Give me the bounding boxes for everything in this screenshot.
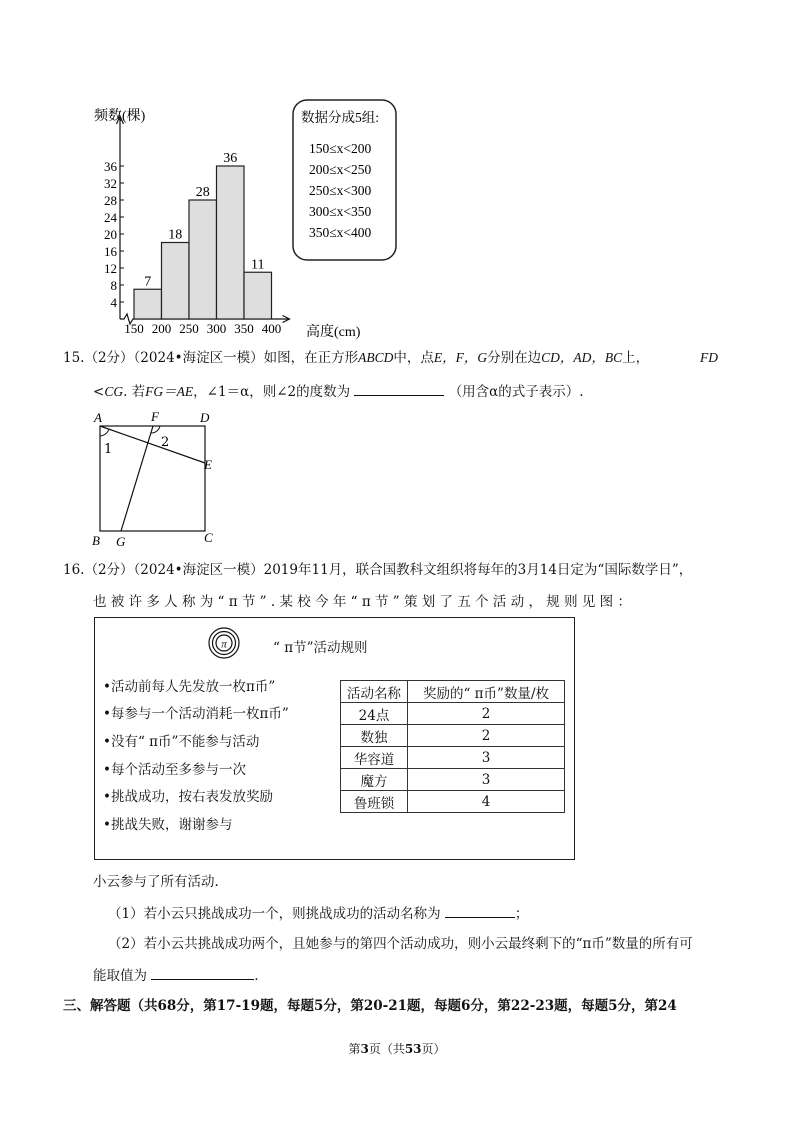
legend-item: 250≤x<300	[309, 183, 372, 198]
label-a: A	[94, 410, 102, 425]
histogram-bar	[162, 243, 190, 320]
table-row	[341, 703, 565, 725]
activity-reward: 2	[408, 725, 565, 747]
legend-items	[309, 141, 372, 240]
y-tick-label: 12	[104, 261, 117, 276]
y-tick-label: 8	[110, 278, 117, 293]
x-tick-label: 300	[206, 321, 227, 336]
q16-line1: 16.（2分）（2024•海淀区一模）2019年11月，联合国教科文组织将每年的3月14日定为“国际数学日”，	[63, 562, 693, 578]
y-tick-label: 36	[104, 159, 117, 174]
q16-part2: （2）若小云共挑战成功两个，且她参与的第四个活动成功，则小云最终剩下的“π币”数量的所有可	[108, 936, 693, 952]
x-axis-label: 高度(cm)	[306, 325, 361, 340]
y-tick-label: 4	[110, 295, 117, 310]
q15-line2: <CG. 若FG＝AE，∠1＝α，则∠2的度数为 （用含α的式子表示）.	[93, 381, 584, 402]
y-tick-label: 16	[104, 244, 117, 259]
legend-item: 300≤x<350	[309, 204, 372, 219]
activity-reward: 3	[408, 769, 565, 791]
label-f: F	[151, 409, 159, 424]
rule-4: •每个活动至多参与一次	[103, 762, 246, 778]
histogram-chart	[80, 98, 400, 343]
section-3-heading: 三、解答题（共68分，第17-19题，每题5分，第20-21题，每题6分，第22-23题，每题5分，第24	[63, 998, 677, 1014]
q16-part1: （1）若小云只挑战成功一个，则挑战成功的活动名称为 ；	[108, 903, 528, 924]
legend-item: 150≤x<200	[309, 141, 372, 156]
table-header	[341, 681, 565, 703]
label-g: G	[116, 534, 126, 549]
bar-value-label: 7	[144, 274, 152, 290]
x-tick-label: 350	[234, 321, 254, 336]
y-tick-label: 20	[104, 227, 117, 242]
y-axis-label: 频数(棵)	[94, 109, 146, 124]
activity-name: 24点	[341, 703, 408, 725]
activity-reward: 4	[408, 791, 565, 813]
histogram-bar	[134, 289, 162, 319]
table-row	[341, 769, 565, 791]
legend-item: 350≤x<400	[309, 225, 372, 240]
rule-5: •挑战成功，按右表发放奖励	[103, 789, 273, 805]
y-tick-label: 24	[104, 210, 117, 225]
legend-item: 200≤x<250	[309, 162, 372, 177]
label-d: D	[200, 410, 210, 425]
angle2-label: 2	[161, 435, 170, 450]
histogram-bar	[217, 166, 245, 319]
rules-title: “ π节”活动规则	[273, 640, 368, 656]
x-tick-label: 250	[179, 321, 199, 336]
segment-ae	[100, 426, 205, 463]
pi-badge-icon	[208, 627, 240, 659]
svg-text:π: π	[221, 638, 227, 651]
label-b: B	[92, 533, 100, 548]
q16-after: 小云参与了所有活动.	[93, 874, 219, 890]
label-e: E	[204, 457, 212, 472]
rule-6: •挑战失败，谢谢参与	[103, 817, 233, 833]
bars	[134, 151, 272, 319]
q15-figure	[88, 408, 228, 553]
rule-1: •活动前每人先发放一枚π币”	[103, 679, 276, 695]
activity-name: 鲁班锁	[341, 791, 408, 813]
q15-fd: FD	[700, 350, 718, 365]
activity-name: 魔方	[341, 769, 408, 791]
activity-reward: 2	[408, 703, 565, 725]
reward-table	[340, 680, 565, 813]
y-tick-label: 32	[104, 176, 117, 191]
y-tick-label: 28	[104, 193, 117, 208]
bar-value-label: 18	[168, 227, 183, 243]
angle1-label: 1	[104, 442, 113, 457]
q15-answer-blank[interactable]	[354, 381, 444, 396]
bar-value-label: 28	[195, 185, 210, 200]
x-tick-label: 150	[124, 321, 144, 336]
q16-part3: 能取值为 .	[93, 965, 259, 986]
activity-name: 华容道	[341, 747, 408, 769]
rule-2: •每参与一个活动消耗一枚π币”	[103, 706, 289, 722]
y-ticks	[104, 159, 124, 310]
header-name: 活动名称	[341, 681, 408, 703]
legend-title: 数据分成5组:	[301, 110, 380, 125]
x-tick-label: 200	[151, 321, 172, 336]
activity-reward: 3	[408, 747, 565, 769]
table-row	[341, 791, 565, 813]
table-row	[341, 725, 565, 747]
rule-3: •没有“ π币”不能参与活动	[103, 734, 260, 750]
q15-line1: 15.（2分）（2024•海淀区一模）如图，在正方形ABCD中，点E，F，G分别在边CD，AD，BC上，	[63, 350, 650, 366]
header-reward: 奖励的“ π币”数量/枚	[408, 681, 565, 703]
bar-value-label: 11	[251, 257, 265, 273]
angle1-arc	[100, 429, 109, 436]
q16-part3-blank[interactable]	[151, 965, 254, 980]
q16-part1-blank[interactable]	[445, 903, 515, 918]
rules-box	[94, 617, 575, 860]
x-tick-label: 400	[261, 321, 282, 336]
histogram-bar	[244, 272, 272, 319]
bar-value-label: 36	[223, 151, 238, 166]
square-abcd	[100, 426, 205, 531]
x-ticks	[124, 321, 281, 336]
page-footer: 第3页（共53页）	[348, 1042, 446, 1056]
activity-name: 数独	[341, 725, 408, 747]
histogram-bar	[189, 200, 217, 319]
q16-line2: 也 被 许 多 人 称 为 “ π 节 ” . 某 校 今 年 “ π 节 ” 策 划 了 五 个 活 动 ， 规 则 见 图 ：	[93, 594, 631, 610]
segment-fg	[121, 426, 153, 531]
label-c: C	[204, 530, 213, 545]
table-row	[341, 747, 565, 769]
